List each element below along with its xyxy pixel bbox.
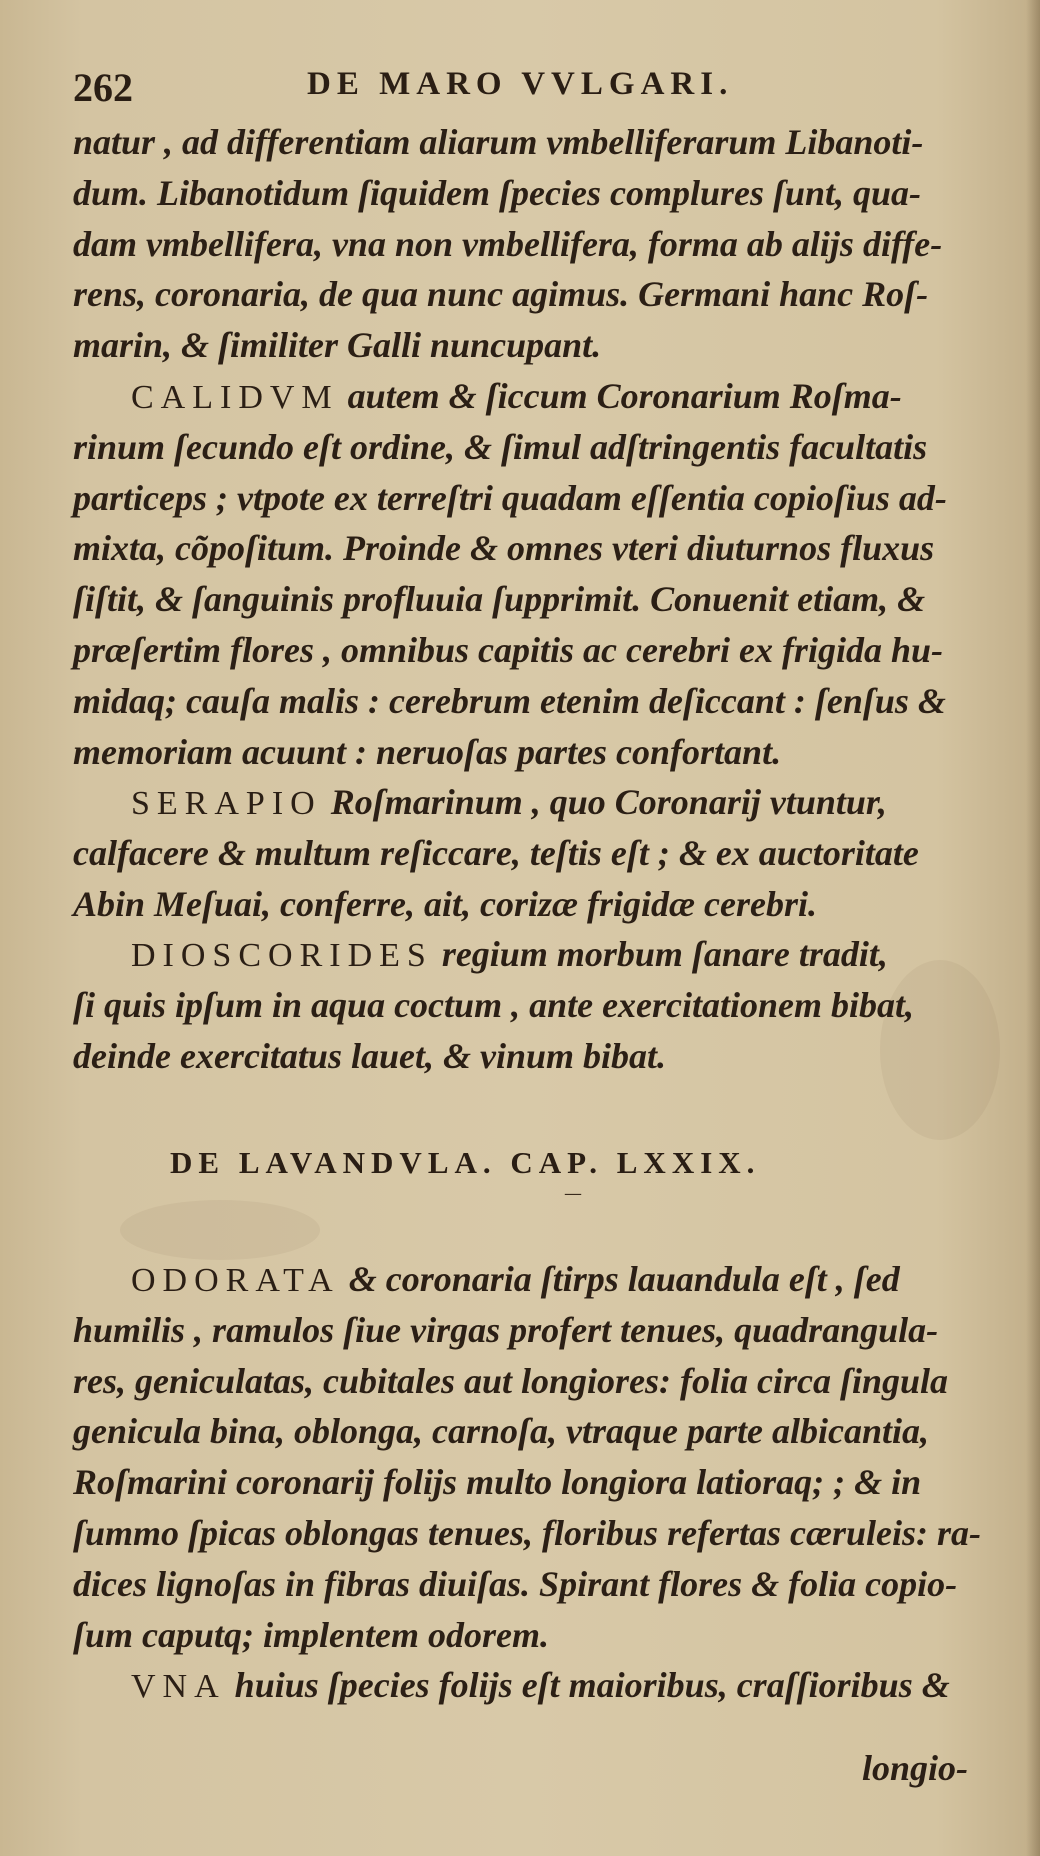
paragraph-odorata [73, 1254, 982, 1660]
text-line: midaq; cauſa malis : cerebrum etenim deſiccant : ſenſus & [73, 680, 946, 721]
text-line [73, 929, 973, 980]
text-line: ſum caputq; implentem odorem. [73, 1614, 549, 1655]
text-line: Abin Meſuai, conferre, ait, corizæ frigidæ cerebri. [73, 883, 817, 924]
chapter-title: DE LAVANDVLA. CAP. LXXIX. [170, 1145, 761, 1180]
text-line: ſi quis ipſum in aqua coctum , ante exercitationem bibat, [73, 984, 915, 1025]
paper-stain [120, 1200, 320, 1260]
text-line-rest: Roſmarinum , quo Coronarij vtuntur, [321, 782, 887, 822]
text-line: rinum ſecundo eſt ordine, & ſimul adſtringentis facultatis [73, 426, 928, 467]
text-line: præſertim flores , omnibus capitis ac cerebri ex frigida hu- [73, 629, 943, 670]
text-line: rens, coronaria, de qua nunc agimus. Germani hanc Roſ- [73, 274, 929, 315]
paragraph-continuation [73, 117, 973, 371]
text-line: memoriam acuunt : neruoſas partes confortant. [73, 731, 782, 772]
text-line-rest: autem & ſiccum Coronarium Roſma- [338, 376, 902, 416]
text-line: res, geniculatas, cubitales aut longiores: folia circa ſingula [73, 1360, 949, 1401]
text-line: mixta, cõpoſitum. Proinde & omnes vteri diuturnos fluxus [73, 528, 935, 569]
text-line-rest: regium morbum ſanare tradit, [432, 934, 888, 974]
text-line [73, 777, 973, 828]
page-header [73, 64, 973, 114]
text-line: natur , ad differentiam aliarum vmbelliferarum Libanoti- [73, 122, 924, 162]
paragraph-lead-word: VNA [131, 1668, 226, 1705]
paragraph-lead-word: SERAPIO [131, 785, 322, 822]
text-line: ſummo ſpicas oblongas tenues, floribus refertas cæruleis: ra- [73, 1512, 982, 1553]
page-edge-shadow [1026, 0, 1040, 1856]
text-line: genicula bina, oblonga, carnoſa, vtraque parte albicantia, [73, 1411, 930, 1452]
text-line: humilis , ramulos ſiue virgas profert tenues, quadrangula- [73, 1309, 939, 1350]
running-head: DE MARO VVLGARI. [307, 66, 734, 102]
text-line: marin, & ſimiliter Galli nuncupant. [73, 325, 602, 366]
text-line: dum. Libanotidum ſiquidem ſpecies complures ſunt, qua- [73, 172, 922, 213]
paragraph-lead-word: DIOSCORIDES [131, 937, 433, 974]
text-line [73, 1660, 973, 1711]
paragraph-lead-word: ODORATA [131, 1262, 340, 1299]
text-line [73, 1254, 973, 1305]
ornament-dash-icon: — [564, 1183, 582, 1204]
catchword: longio- [862, 1748, 969, 1788]
text-line-rest: huius ſpecies folijs eſt maioribus, craſſioribus & [225, 1665, 950, 1705]
page-number: 262 [73, 65, 133, 110]
text-line: dam vmbellifera, vna non vmbellifera, forma ab alijs diffe- [73, 223, 943, 264]
text-line: deinde exercitatus lauet, & vinum bibat. [73, 1035, 666, 1076]
paragraph-vna [73, 1660, 973, 1711]
paragraph-dioscorides [73, 929, 973, 1081]
paragraph-lead-word: CALIDVM [131, 379, 339, 416]
text-line-rest: & coronaria ſtirps lauandula eſt , ſed [339, 1259, 900, 1299]
text-line: dices lignoſas in fibras diuiſas. Spirant flores & folia copio- [73, 1563, 958, 1604]
text-line: particeps ; vtpote ex terreſtri quadam eſſentia copioſius ad- [73, 477, 947, 518]
text-line: Roſmarini coronarij folijs multo longiora latioraq; ; & in [73, 1462, 922, 1503]
text-line [73, 371, 973, 422]
text-line: ſiſtit, & ſanguinis profluuia ſupprimit. Conuenit etiam, & [73, 579, 926, 620]
text-line: calfacere & multum reſiccare, teſtis eſt ; & ex auctoritate [73, 832, 919, 873]
paragraph-serapio [73, 777, 973, 929]
paragraph-calidum [73, 371, 973, 777]
